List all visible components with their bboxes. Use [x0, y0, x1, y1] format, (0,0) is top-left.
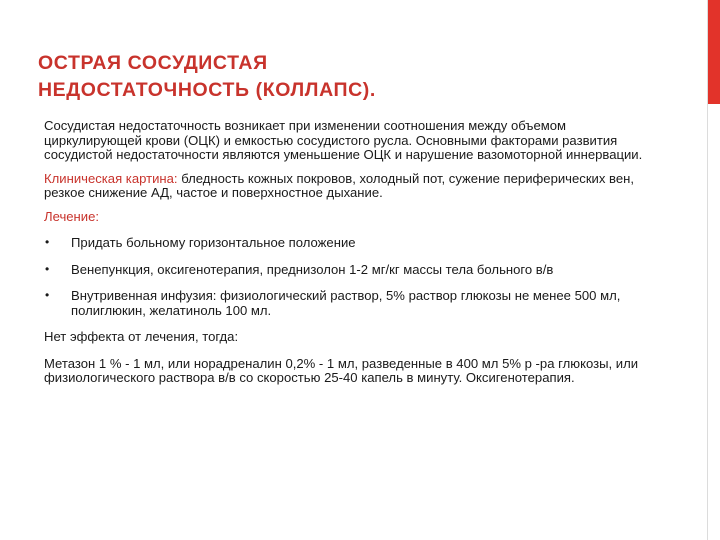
- treatment-list: [44, 236, 644, 318]
- bullet-icon: •: [45, 288, 50, 302]
- title-line-1: ОСТРАЯ СОСУДИСТАЯ: [38, 52, 268, 74]
- bullet-icon: •: [45, 261, 50, 276]
- right-edge-rule: [707, 0, 708, 540]
- bullet-icon: •: [45, 235, 50, 249]
- treatment-item: [44, 263, 644, 278]
- no-effect-heading: Нет эффекта от лечения, тогда:: [44, 329, 239, 344]
- clinical-text: бледность кожных покровов, холодный пот, сужение периферических вен, резкое снижение АД, частое и поверхностное дыхание.: [44, 170, 635, 200]
- slide-body: [44, 119, 644, 395]
- intro-paragraph: Сосудистая недостаточность возникает при изменении соотношения между объемом циркулирующей крови (ОЦК) и емкостью сосудистого русла. Основными факторами развития сосудистой недостаточности являются уменьшение ОЦК и нарушение вазомоторной иннервации.: [44, 118, 643, 162]
- treatment-item-text: Внутривенная инфузия: физиологический раствор, 5% раствор глюкозы не менее 500 мл, полиглюкин, желатиноль 100 мл.: [71, 288, 621, 318]
- clinical-label: Клиническая картина:: [44, 170, 178, 186]
- treatment-item-text: Венепункция, оксигенотерапия, преднизолон 1-2 мг/кг массы тела больного в/в: [71, 261, 554, 277]
- treatment-label: Лечение:: [44, 208, 100, 224]
- treatment-item-text: Придать больному горизонтальное положение: [71, 235, 356, 250]
- title-line-2: НЕДОСТАТОЧНОСТЬ (КОЛЛАПС).: [38, 79, 376, 101]
- treatment-item: [44, 289, 644, 318]
- accent-bar: [708, 0, 720, 104]
- slide-title: [38, 50, 658, 104]
- treatment-item: [44, 236, 644, 251]
- final-paragraph: Метазон 1 % - 1 мл, или норадреналин 0,2% - 1 мл, разведенные в 400 мл 5% р -ра глюкозы, или физиологического раствора в/в со скоростью 25-40 капель в минуту. Оксигенотерапия.: [44, 355, 639, 385]
- clinical-paragraph: [44, 172, 644, 201]
